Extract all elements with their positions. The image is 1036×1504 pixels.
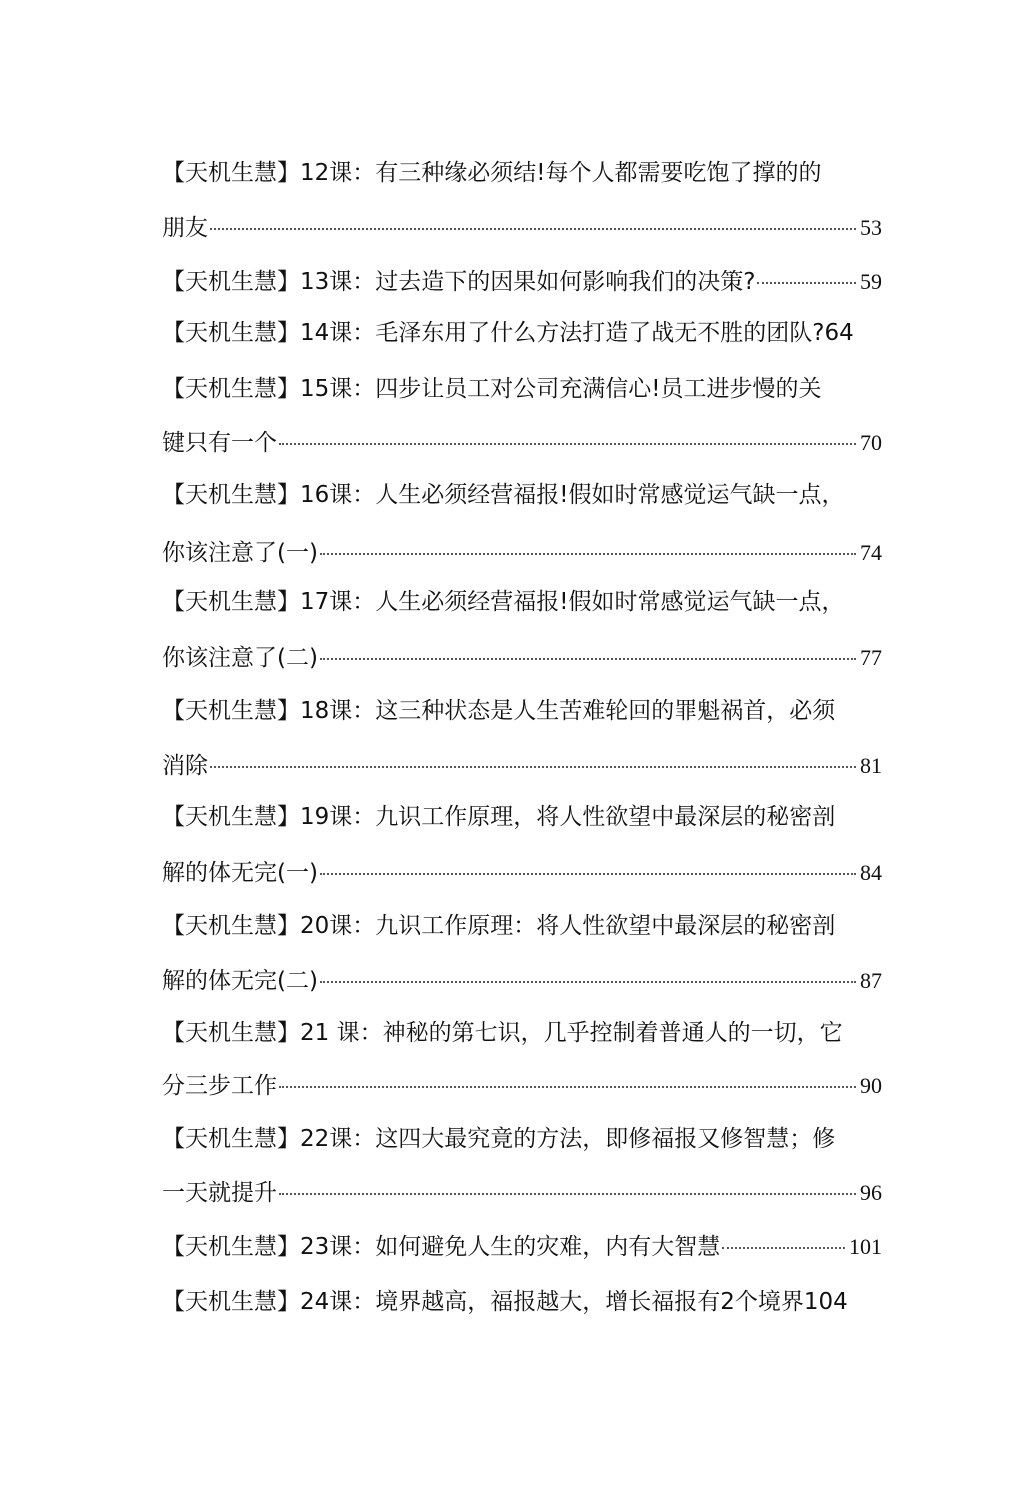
dot-leader — [210, 228, 856, 230]
toc-entry-text: 【天机生慧】19课：九识工作原理，将人性欲望中最深层的秘密剖 — [162, 804, 836, 830]
toc-entry-text: 键只有一个 — [162, 430, 277, 456]
toc-entry-19-continuation — [162, 858, 882, 888]
toc-entry-text: 朋友 — [162, 215, 208, 241]
toc-entry-text: 【天机生慧】20课：九识工作原理：将人性欲望中最深层的秘密剖 — [162, 913, 836, 939]
toc-entry-15-title — [162, 374, 907, 404]
toc-entry-23 — [162, 1232, 882, 1262]
toc-entry-18-continuation — [162, 751, 882, 781]
toc-entry-21-title — [162, 1018, 907, 1048]
dot-leader — [320, 553, 856, 555]
toc-entry-text: 分三步工作 — [162, 1073, 277, 1099]
toc-entry-12-title — [162, 158, 907, 188]
toc-entry-text: 【天机生慧】15课：四步让员工对公司充满信心!员工进步慢的关 — [162, 376, 822, 402]
dot-leader — [722, 1247, 845, 1249]
toc-entry-13 — [162, 267, 882, 297]
toc-entry-text: 【天机生慧】21 课：神秘的第七识，几乎控制着普通人的一切，它 — [162, 1020, 843, 1046]
toc-entry-text: 【天机生慧】13课：过去造下的因果如何影响我们的决策? — [162, 269, 756, 295]
toc-page-number: 90 — [860, 1073, 882, 1098]
toc-entry-19-title — [162, 802, 907, 832]
dot-leader — [279, 1086, 856, 1088]
toc-entry-22-continuation — [162, 1178, 882, 1208]
dot-leader — [320, 658, 856, 660]
toc-entry-text: 【天机生慧】23课：如何避免人生的灾难，内有大智慧 — [162, 1234, 721, 1260]
toc-page-number: 59 — [860, 269, 882, 294]
dot-leader — [279, 443, 856, 445]
dot-leader — [757, 282, 856, 284]
dot-leader — [320, 873, 856, 875]
toc-entry-16-title — [162, 480, 907, 510]
dot-leader — [320, 981, 856, 983]
dot-leader — [279, 1193, 856, 1195]
toc-entry-15-continuation — [162, 428, 882, 458]
toc-entry-14 — [162, 318, 907, 348]
dot-leader — [210, 766, 856, 768]
toc-page-number: 81 — [860, 753, 882, 778]
toc-page-number: 101 — [849, 1234, 882, 1259]
toc-entry-text: 【天机生慧】12课：有三种缘必须结!每个人都需要吃饱了撑的的 — [162, 160, 822, 186]
toc-entry-text: 消除 — [162, 753, 208, 779]
toc-page-number: 53 — [860, 215, 882, 240]
toc-entry-text: 你该注意了(二) — [162, 645, 318, 671]
toc-page-number: 87 — [860, 968, 882, 993]
toc-entry-20-title — [162, 911, 907, 941]
toc-entry-text: 【天机生慧】24课：境界越高，福报越大，增长福报有2个境界104 — [162, 1289, 848, 1315]
toc-page-number: 84 — [860, 860, 882, 885]
toc-entry-22-title — [162, 1124, 907, 1154]
toc-page-number: 74 — [860, 540, 882, 565]
toc-entry-text: 解的体无完(二) — [162, 968, 318, 994]
toc-page-number: 70 — [860, 430, 882, 455]
toc-entry-text: 【天机生慧】17课：人生必须经营福报!假如时常感觉运气缺一点， — [162, 589, 845, 615]
toc-entry-text: 你该注意了(一) — [162, 540, 318, 566]
toc-entry-text: 【天机生慧】22课：这四大最究竟的方法，即修福报又修智慧；修 — [162, 1126, 836, 1152]
toc-page-number: 77 — [860, 645, 882, 670]
toc-page-number: 96 — [860, 1180, 882, 1205]
toc-entry-17-continuation — [162, 643, 882, 673]
toc-entry-21-continuation — [162, 1071, 882, 1101]
toc-entry-text: 【天机生慧】18课：这三种状态是人生苦难轮回的罪魁祸首，必须 — [162, 698, 836, 724]
toc-entry-18-title — [162, 696, 907, 726]
toc-entry-text: 【天机生慧】14课：毛泽东用了什么方法打造了战无不胜的团队?64 — [162, 320, 854, 346]
toc-entry-17-title — [162, 587, 907, 617]
toc-entry-text: 一天就提升 — [162, 1180, 277, 1206]
toc-entry-20-continuation — [162, 966, 882, 996]
toc-entry-16-continuation — [162, 538, 882, 568]
toc-entry-text: 【天机生慧】16课：人生必须经营福报!假如时常感觉运气缺一点， — [162, 482, 845, 508]
toc-entry-24 — [162, 1287, 907, 1317]
toc-entry-12-continuation — [162, 213, 882, 243]
toc-entry-text: 解的体无完(一) — [162, 860, 318, 886]
